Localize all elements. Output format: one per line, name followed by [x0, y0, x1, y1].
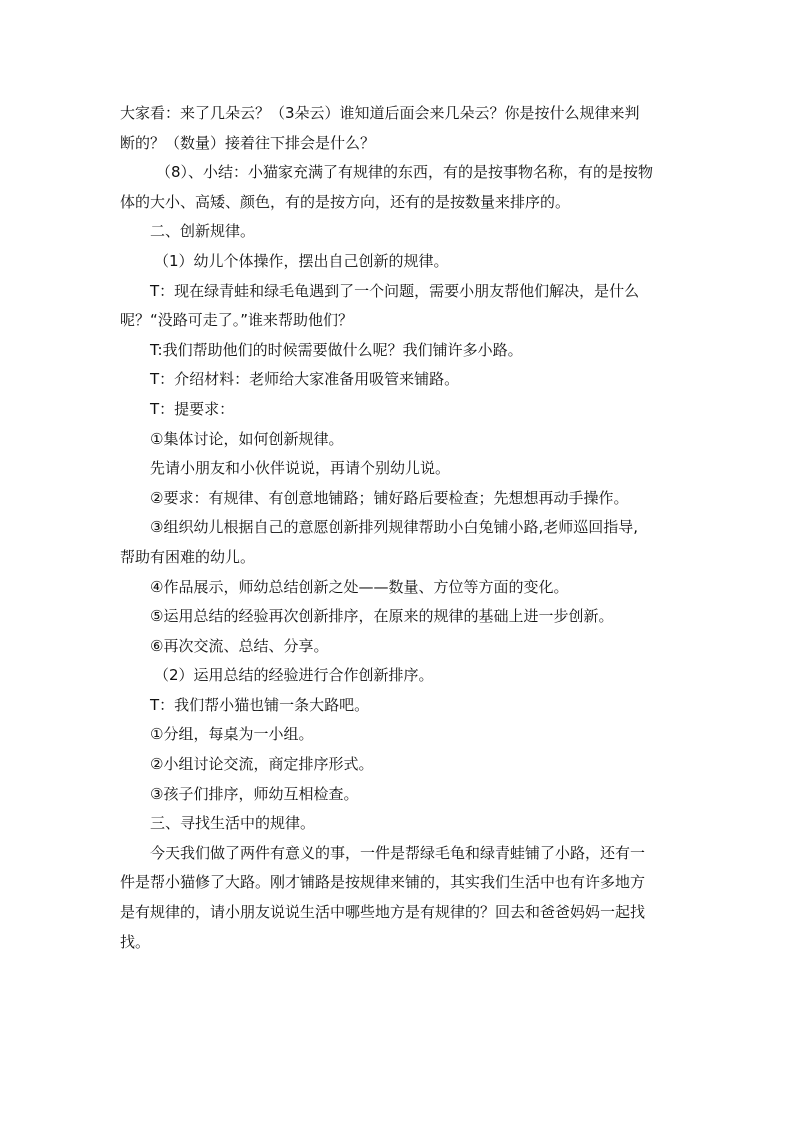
list-item: ③孩子们排序，师幼互相检查。	[150, 784, 359, 803]
paragraph-line: 大家看：来了几朵云？（3朵云）谁知道后面会来几朵云？你是按什么规律来判	[120, 104, 640, 122]
paragraph-line: 帮助有困难的幼儿。	[120, 547, 256, 566]
paragraph-line: T：现在绿青蛙和绿毛龟遇到了一个问题，需要小朋友帮他们解决，是什么	[150, 281, 640, 300]
paragraph-line: 先请小朋友和小伙伴说说，再请个别幼儿说。	[150, 459, 451, 478]
paragraph-line: T：我们帮小猫也铺一条大路吧。	[150, 695, 370, 714]
paragraph-line: T：介绍材料：老师给大家准备用吸管来铺路。	[150, 370, 460, 389]
list-item: ①分组，每桌为一小组。	[150, 725, 314, 744]
list-item: ③组织幼儿根据自己的意愿创新排列规律帮助小白兔铺小路,老师巡回指导,	[150, 518, 638, 537]
paragraph-line: 今天我们做了两件有意义的事，一件是帮绿毛龟和绿青蛙铺了小路，还有一	[150, 843, 646, 862]
subsection-heading: （2）运用总结的经验进行合作创新排序。	[154, 666, 434, 685]
document-body	[120, 99, 680, 957]
paragraph-line: 找。	[120, 932, 151, 951]
list-item: ①集体讨论，如何创新规律。	[150, 429, 344, 448]
paragraph-line: 呢？“没路可走了。”谁来帮助他们？	[120, 311, 354, 330]
section-heading: 三、寻找生活中的规律。	[150, 814, 316, 833]
list-item: ⑤运用总结的经验再次创新排序，在原来的规律的基础上进一步创新。	[150, 607, 614, 626]
paragraph-line: 断的？（数量）接着往下排会是什么？	[120, 133, 376, 152]
paragraph-line: （8）、小结：小猫家充满了有规律的东西，有的是按事物名称，有的是按物	[156, 163, 654, 182]
paragraph-line: 体的大小、高矮、颜色，有的是按方向，还有的是按数量来排序的。	[120, 192, 571, 211]
paragraph-line: 件是帮小猫修了大路。刚才铺路是按规律来铺的，其实我们生活中也有许多地方	[120, 873, 646, 892]
list-item: ②要求：有规律、有创意地铺路；铺好路后要检查；先想想再动手操作。	[150, 488, 629, 507]
paragraph-line: 是有规律的，请小朋友说说生活中哪些地方是有规律的？回去和爸爸妈妈一起找	[120, 903, 646, 922]
subsection-heading: （1）幼儿个体操作，摆出自己创新的规律。	[154, 251, 449, 270]
list-item: ⑥再次交流、总结、分享。	[150, 636, 329, 655]
list-item: ②小组讨论交流，商定排序形式。	[150, 755, 374, 774]
section-heading: 二、创新规律。	[150, 222, 256, 241]
paragraph-line: T：提要求：	[150, 399, 235, 418]
list-item: ④作品展示，师幼总结创新之处——数量、方位等方面的变化。	[150, 577, 569, 596]
paragraph-line: T:我们帮助他们的时候需要做什么呢？我们铺许多小路。	[150, 340, 523, 359]
